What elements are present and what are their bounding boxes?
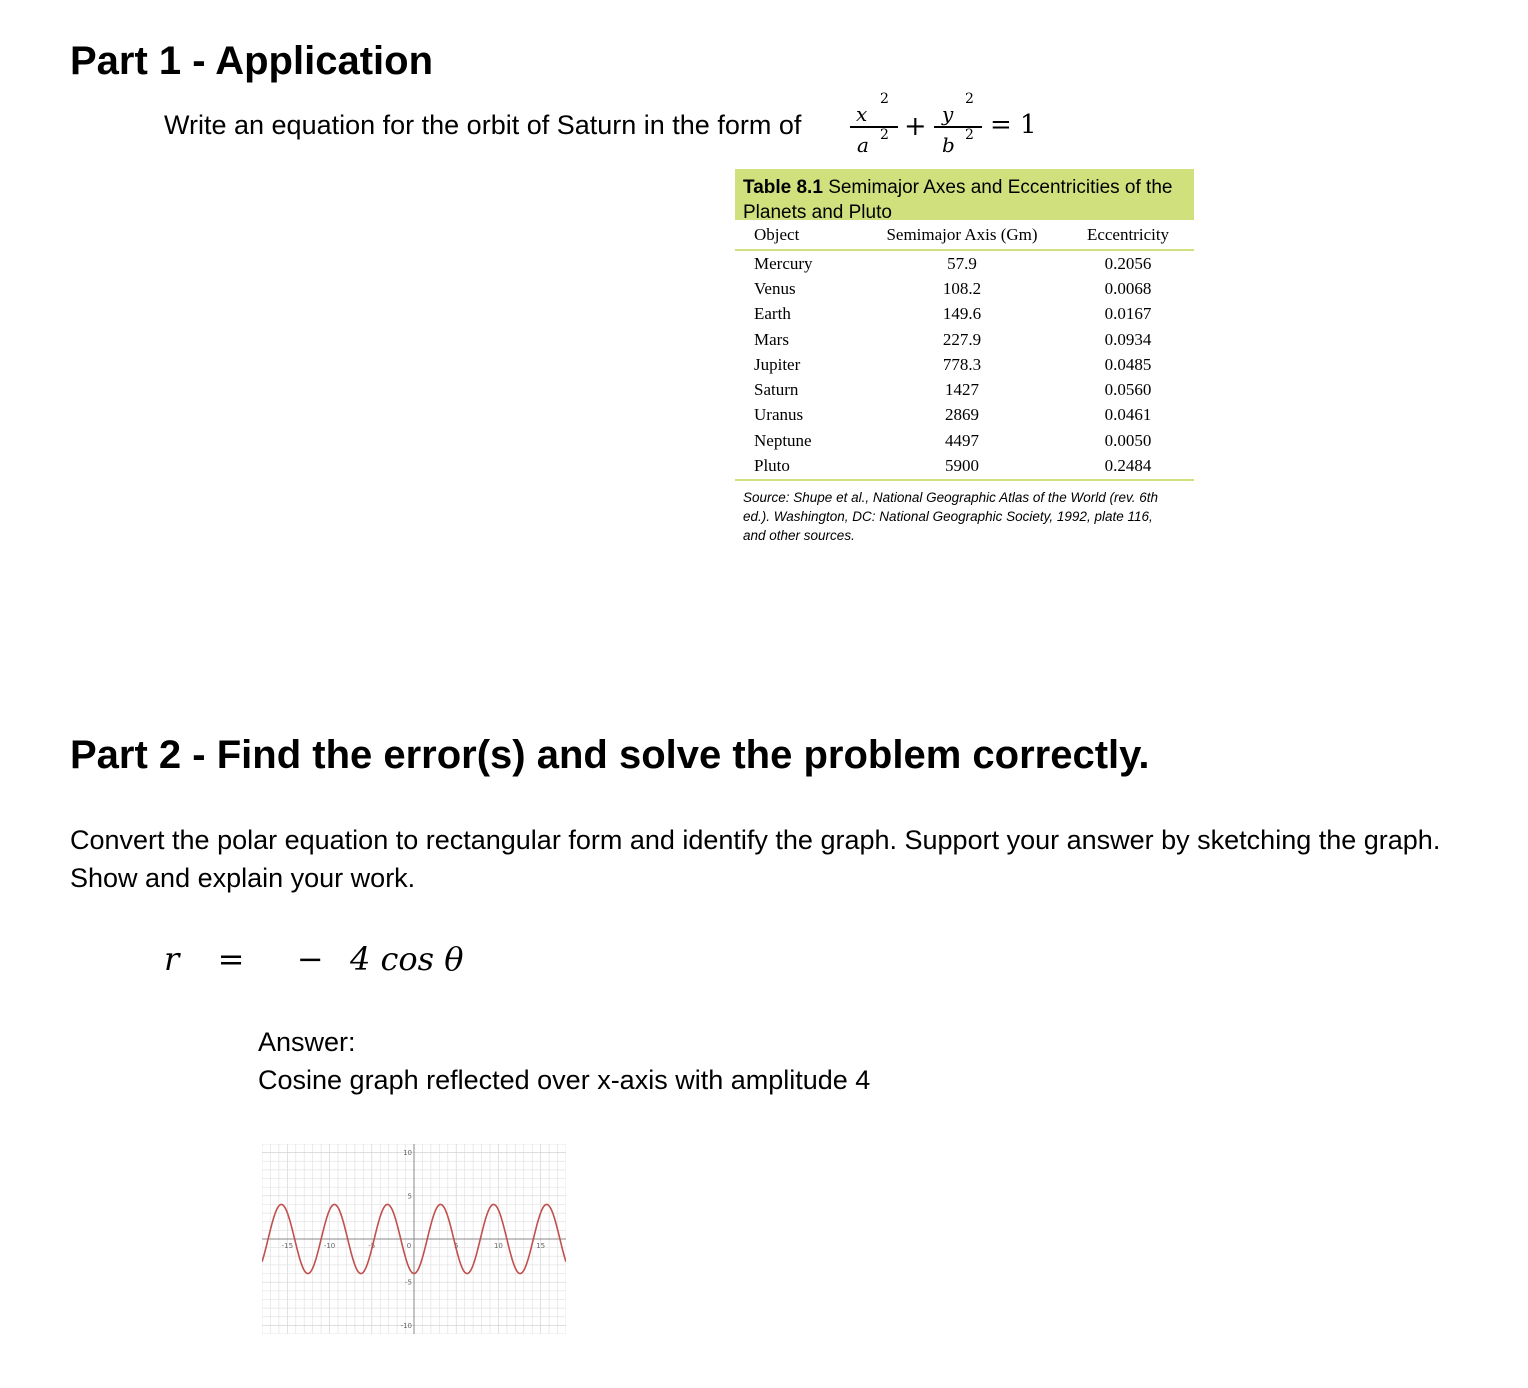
table-row — [735, 352, 1194, 377]
fraction-bar — [934, 126, 982, 128]
cell-object: Venus — [754, 278, 796, 298]
col-header-semimajor: Semimajor Axis (Gm) — [862, 220, 1062, 250]
cell-semimajor: 5900 — [862, 453, 1062, 479]
col-header-eccentricity: Eccentricity — [1062, 220, 1194, 250]
table-source: Source: Shupe et al., National Geographic Atlas of the World (rev. 6th ed.). Washington, DC: National Geographic Society, 1992, plate 116, and other sources. — [743, 489, 1158, 543]
table-row — [735, 250, 1194, 276]
table-row — [735, 453, 1194, 479]
eq-y: y — [942, 102, 954, 126]
cell-eccentricity: 0.0560 — [1104, 380, 1152, 400]
ellipse-equation — [848, 88, 1048, 158]
polar-lhs: r — [164, 940, 180, 978]
cell-eccentricity: 0.0167 — [1104, 304, 1152, 324]
planet-table — [735, 220, 1194, 481]
cell-eccentricity: 0.0485 — [1104, 354, 1152, 374]
cell-semimajor: 108.2 — [942, 278, 982, 298]
eq-b: b — [942, 133, 955, 157]
x-tick-label: 0 — [406, 1242, 412, 1250]
cell-eccentricity: 0.0461 — [1104, 405, 1152, 425]
table-row — [735, 428, 1194, 453]
eq-plus: + — [904, 111, 927, 142]
eq-a: a — [857, 133, 869, 157]
y-tick-label: 10 — [403, 1149, 412, 1158]
x-tick-label: -15 — [281, 1242, 294, 1250]
fraction-bar — [850, 126, 898, 128]
table-row — [735, 377, 1194, 402]
y-tick-label: -10 — [400, 1321, 412, 1330]
cell-eccentricity: 0.0050 — [1104, 430, 1152, 450]
table-caption — [735, 169, 1194, 223]
table-row — [735, 327, 1194, 352]
cell-object: Mars — [754, 329, 789, 349]
cell-semimajor: 57.9 — [947, 253, 977, 273]
cell-object: Earth — [754, 304, 791, 324]
x-tick-label: 10 — [493, 1242, 503, 1250]
part1-prompt: Write an equation for the orbit of Saturn in the form of — [164, 110, 802, 140]
x-tick-label: 5 — [453, 1242, 459, 1250]
cell-object: Pluto — [735, 453, 862, 479]
part1-heading: Part 1 - Application — [70, 39, 434, 83]
eq-equals-one: = 1 — [990, 110, 1037, 140]
cell-eccentricity: 0.2484 — [1062, 453, 1194, 479]
part2-instructions: Convert the polar equation to rectangular form and identify the graph. Support your answer by sketching the graph. Show and explain your work. — [70, 825, 1441, 893]
table-row — [735, 276, 1194, 301]
polar-rhs: 4 cos θ — [349, 940, 464, 978]
table-label: Table 8.1 — [743, 177, 823, 198]
planet-table-figure — [735, 169, 1194, 545]
col-header-object: Object — [735, 220, 862, 250]
eq-a-exp: 2 — [880, 127, 889, 143]
x-tick-label: -5 — [368, 1242, 376, 1250]
y-tick-label: -5 — [405, 1278, 412, 1287]
polar-minus: − — [296, 940, 324, 978]
cell-object: Uranus — [754, 405, 804, 425]
cell-semimajor: 778.3 — [942, 354, 982, 374]
eq-b-exp: 2 — [965, 127, 974, 143]
cell-semimajor: 4497 — [945, 430, 979, 450]
answer-text: Cosine graph reflected over x-axis with amplitude 4 — [258, 1065, 871, 1095]
cell-semimajor: 1427 — [945, 380, 979, 400]
x-tick-label: -10 — [323, 1242, 336, 1250]
eq-x-exp: 2 — [880, 91, 889, 107]
y-tick-label: 5 — [407, 1192, 412, 1201]
cell-eccentricity: 0.0068 — [1104, 278, 1152, 298]
cell-object: Mercury — [754, 253, 813, 273]
cell-object: Saturn — [754, 380, 799, 400]
polar-equation — [164, 937, 464, 981]
cell-eccentricity: 0.0934 — [1104, 329, 1152, 349]
cell-object: Neptune — [754, 430, 812, 450]
cell-semimajor: 149.6 — [942, 304, 982, 324]
part2-heading: Part 2 - Find the error(s) and solve the problem correctly. — [70, 733, 1150, 777]
table-row — [735, 302, 1194, 327]
cell-object: Jupiter — [754, 354, 801, 374]
eq-x: x — [856, 102, 868, 126]
x-tick-label: 15 — [536, 1242, 546, 1250]
cell-eccentricity: 0.2056 — [1104, 253, 1152, 273]
table-title: Semimajor Axes and Eccentricities of the Planets and Pluto — [743, 177, 1173, 223]
cell-semimajor: 227.9 — [942, 329, 982, 349]
table-row — [735, 403, 1194, 428]
eq-y-exp: 2 — [965, 91, 974, 107]
cell-semimajor: 2869 — [945, 405, 979, 425]
answer-label: Answer: — [258, 1027, 356, 1057]
polar-equals: = — [217, 940, 245, 978]
cosine-graph — [262, 1144, 566, 1334]
